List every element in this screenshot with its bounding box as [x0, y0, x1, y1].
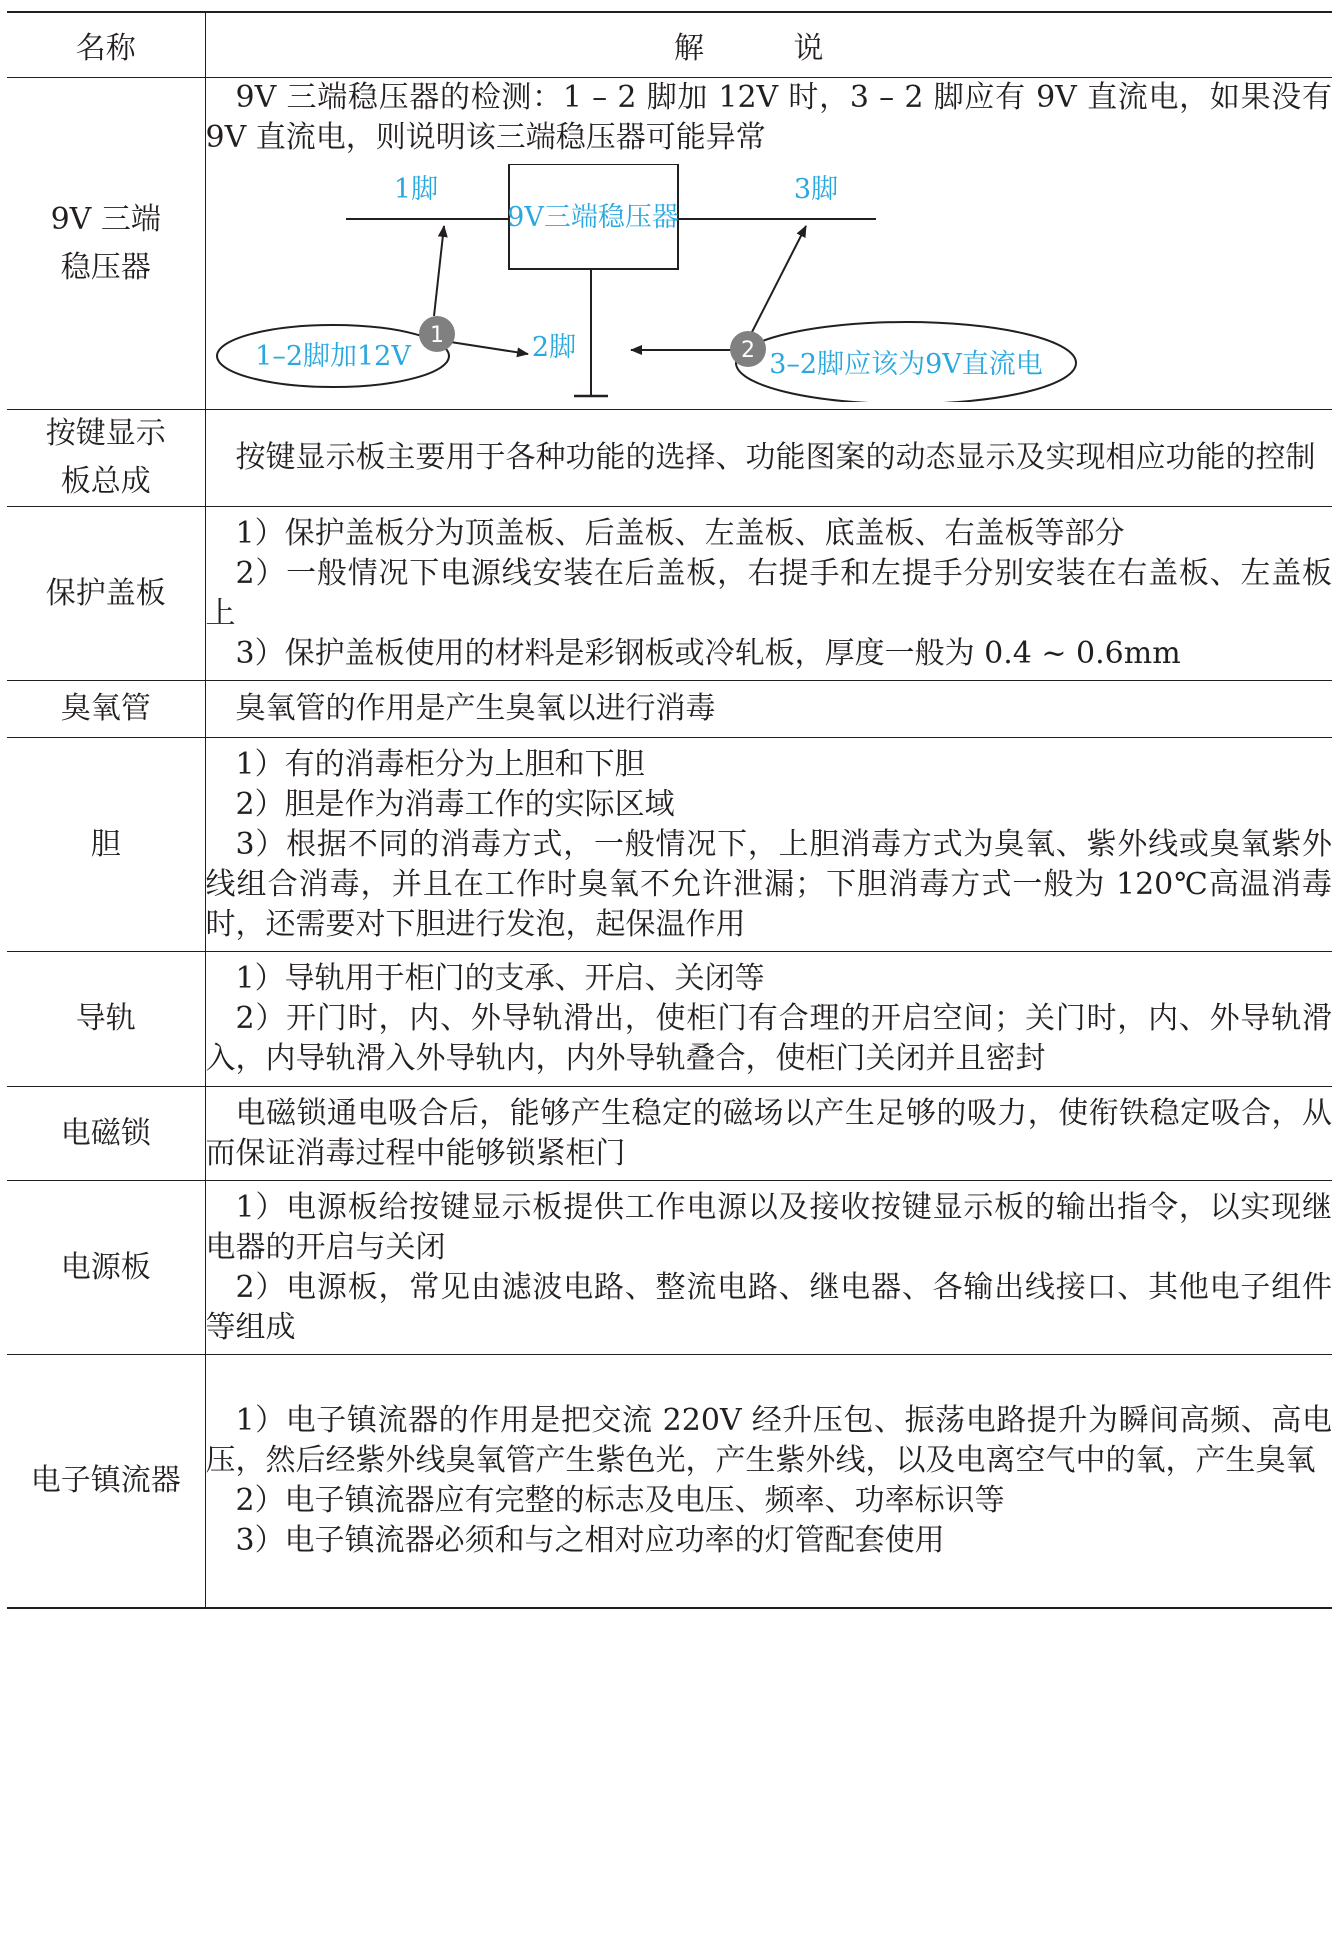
paragraph: 电磁锁通电吸合后，能够产生稳定的磁场以产生足够的吸力，使衔铁稳定吸合，从而保证消毒过程中能够锁紧柜门 [205, 1095, 1332, 1171]
badge2-number: 2 [740, 338, 755, 363]
row-name-line: 保护盖板 [45, 575, 166, 611]
header-row [7, 12, 1332, 78]
paragraph: 9V 三端稳压器的检测：1 – 2 脚加 12V 时，3 – 2 脚应有 9V 直流电，如果没有 9V 直流电，则说明该三端稳压器可能异常 [205, 80, 1332, 155]
row-name-line: 9V 三端 [50, 201, 161, 237]
row-name [7, 1355, 205, 1608]
paragraph: 2）电子镇流器应有完整的标志及电压、频率、功率标识等 [235, 1482, 1005, 1518]
table-row [7, 1181, 1332, 1355]
pin2-label: 2脚 [531, 332, 576, 363]
arrow-to-pin1 [434, 226, 444, 316]
row-name-line: 稳压器 [60, 249, 151, 285]
table-row [7, 410, 1332, 507]
callout1-text: 1–2脚加12V [254, 341, 411, 372]
table-row [7, 507, 1332, 681]
row-name-line: 电源板 [60, 1249, 151, 1285]
arrow-to-pin3 [751, 226, 806, 334]
row-name-line: 臭氧管 [60, 691, 151, 726]
row-name [7, 681, 205, 738]
row-name [7, 410, 205, 507]
row-name-line: 电磁锁 [60, 1115, 151, 1151]
pin3-label: 3脚 [793, 174, 838, 205]
table-row [7, 681, 1332, 738]
paragraph: 1）有的消毒柜分为上胆和下胆 [235, 746, 645, 782]
paragraph: 按键显示板主要用于各种功能的选择、功能图案的动态显示及实现相应功能的控制 [235, 440, 1316, 475]
row-description [205, 1087, 1332, 1181]
paragraph: 1）导轨用于柜门的支承、开启、关闭等 [235, 961, 765, 996]
table-row [7, 78, 1332, 410]
row-name [7, 738, 205, 952]
row-description [205, 507, 1332, 681]
paragraph: 1）电源板给按键显示板提供工作电源以及接收按键显示板的输出指令，以实现继电器的开启与关闭 [205, 1189, 1332, 1265]
row-description [205, 738, 1332, 952]
regulator-diagram [206, 164, 1306, 402]
row-description [205, 681, 1332, 738]
row-name [7, 1181, 205, 1355]
table-row [7, 1087, 1332, 1181]
arrow-to-pin2-left [444, 341, 528, 354]
row-description [205, 410, 1332, 507]
row-name-line: 导轨 [75, 1001, 136, 1036]
table-row [7, 738, 1332, 952]
badge1-number: 1 [429, 323, 444, 348]
pin1-label: 1脚 [393, 174, 438, 205]
row-name-line: 按键显示 [45, 416, 166, 451]
row-name [7, 78, 205, 410]
paragraph: 臭氧管的作用是产生臭氧以进行消毒 [235, 691, 716, 726]
box-label: 9V三端稳压器 [506, 202, 679, 233]
callout2-text: 3–2脚应该为9V直流电 [768, 349, 1043, 380]
row-description [205, 1181, 1332, 1355]
paragraph: 3）电子镇流器必须和与之相对应功率的灯管配套使用 [235, 1522, 945, 1558]
paragraph: 1）电子镇流器的作用是把交流 220V 经升压包、振荡电路提升为瞬间高频、高电压，然后经紫外线臭氧管产生紫色光，产生紫外线，以及电离空气中的氧，产生臭氧 [205, 1402, 1332, 1478]
row-description [205, 78, 1332, 410]
header-desc: 解 说 [205, 12, 1332, 78]
paragraph: 1）保护盖板分为顶盖板、后盖板、左盖板、底盖板、右盖板等部分 [235, 515, 1125, 551]
row-name [7, 952, 205, 1087]
table-row [7, 1355, 1332, 1608]
row-name-line: 板总成 [60, 464, 151, 499]
paragraph: 3）根据不同的消毒方式，一般情况下，上胆消毒方式为臭氧、紫外线或臭氧紫外线组合消毒，并且在工作时臭氧不允许泄漏；下胆消毒方式一般为 120℃高温消毒时，还需要对下胆进行发泡，起保温作用 [205, 826, 1332, 942]
paragraph: 2）开门时，内、外导轨滑出，使柜门有合理的开启空间；关门时，内、外导轨滑入，内导轨滑入外导轨内，内外导轨叠合，使柜门关闭并且密封 [205, 1001, 1332, 1076]
row-name [7, 1087, 205, 1181]
paragraph: 2）电源板，常见由滤波电路、整流电路、继电器、各输出线接口、其他电子组件等组成 [205, 1269, 1332, 1345]
header-name: 名称 [7, 12, 205, 78]
paragraph: 3）保护盖板使用的材料是彩钢板或冷轧板，厚度一般为 0.4 ~ 0.6mm [235, 635, 1181, 671]
row-name-line: 电子镇流器 [30, 1462, 181, 1498]
paragraph: 2）一般情况下电源线安装在后盖板，右提手和左提手分别安装在右盖板、左盖板上 [205, 555, 1332, 631]
row-description [205, 952, 1332, 1087]
paragraph: 2）胆是作为消毒工作的实际区域 [235, 786, 675, 822]
component-table [7, 11, 1332, 1609]
row-name [7, 507, 205, 681]
table-row [7, 952, 1332, 1087]
row-name-line: 胆 [90, 826, 121, 862]
row-description [205, 1355, 1332, 1608]
